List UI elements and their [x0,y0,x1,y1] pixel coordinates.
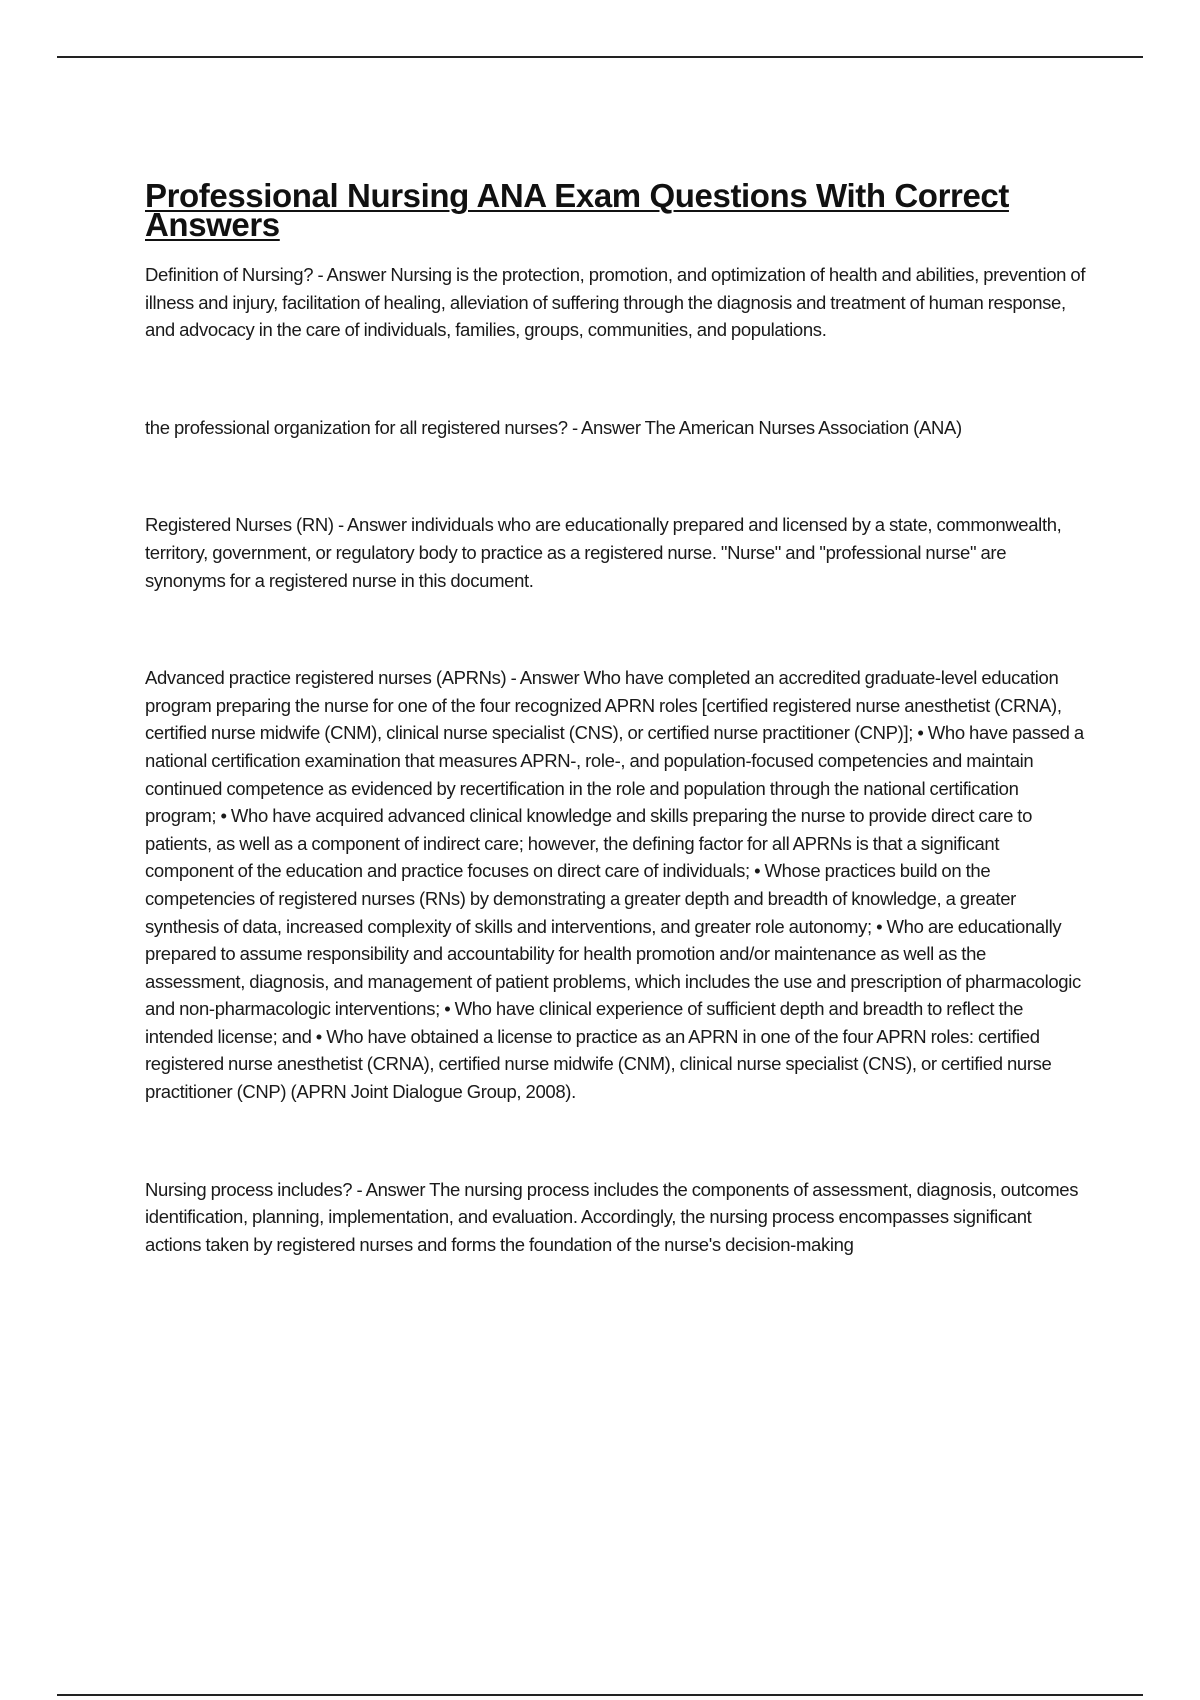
question-text: Registered Nurses (RN) [145,514,334,536]
document-body [145,177,1090,1258]
answer-separator: - Answer [352,1178,430,1200]
qa-item-definition-of-nursing [145,261,1090,344]
qa-item-aprns [145,664,1090,1106]
qa-item-professional-organization [145,414,1090,442]
answer-text: The American Nurses Association (ANA) [644,416,962,438]
answer-separator: - Answer [506,667,584,689]
qa-list [145,261,1090,1258]
answer-text: Nursing is the protection, promotion, and optimization of health and abilities, prevention of illness and injury, facilitation of healing, alleviation of suffering through the diagnosis and treatment of human response, and advocacy in the care of individuals, families, groups, communities, and populations. [145,264,1086,341]
question-text: Nursing process includes? [145,1178,353,1200]
question-text: Advanced practice registered nurses (APRNs) [145,667,507,689]
answer-text: Who have completed an accredited graduate-level education program preparing the nurse for one of the four recognized APRN roles [certified registered nurse anesthetist (CRNA), certified nurse midwife (CNM), clinical nurse specialist (CNS), or certified nurse practitioner (CNP)]; • Who have passed a national certification examination that measures APRN-, role-, and population-focused competencies and maintain continued competence as evidenced by recertification in the role and population through the national certification program; • Who have acquired advanced clinical knowledge and skills preparing the nurse to provide direct care to patients, as well as a component of indirect care; however, the defining factor for all APRNs is that a significant component of the education and practice focuses on direct care of individuals; • Whose practices build on the competencies of registered nurses (RNs) by demonstrating a greater depth and breadth of knowledge, a greater synthesis of data, increased complexity of skills and interventions, and greater role autonomy; • Who are educationally prepared to assume responsibility and accountability for health promotion and/or maintenance as well as the assessment, diagnosis, and management of patient problems, which includes the use and prescription of pharmacologic and non-pharmacologic interventions; • Who have clinical experience of sufficient depth and breadth to reflect the intended license; and • Who have obtained a license to practice as an APRN in one of the four APRN roles: certified registered nurse anesthetist (CRNA), certified nurse midwife (CNM), clinical nurse specialist (CNS), or certified nurse practitioner (CNP) (APRN Joint Dialogue Group, 2008). [145,667,1084,1103]
answer-separator: - Answer [567,416,645,438]
answer-separator: - Answer [333,514,411,536]
bottom-rule [57,1694,1143,1696]
document-title: Professional Nursing ANA Exam Questions With Correct Answers [145,177,1009,243]
answer-separator: - Answer [313,264,391,285]
question-text: the professional organization for all registered nurses? [145,416,568,438]
answer-text: individuals who are educationally prepared and licensed by a state, commonwealth, territory, government, or regulatory body to practice as a registered nurse. "Nurse" and "professional nurse" are synonyms for a registered nurse in this document. [145,514,1062,591]
answer-text: The nursing process includes the components of assessment, diagnosis, outcomes identification, planning, implementation, and evaluation. Accordingly, the nursing process encompasses significant actions taken by registered nurses and forms the foundation of the nurse's decision-making [145,1178,1079,1255]
qa-item-registered-nurses [145,511,1090,594]
top-rule [57,56,1143,58]
qa-item-nursing-process [145,1176,1090,1259]
question-text: Definition of Nursing? [145,264,314,285]
